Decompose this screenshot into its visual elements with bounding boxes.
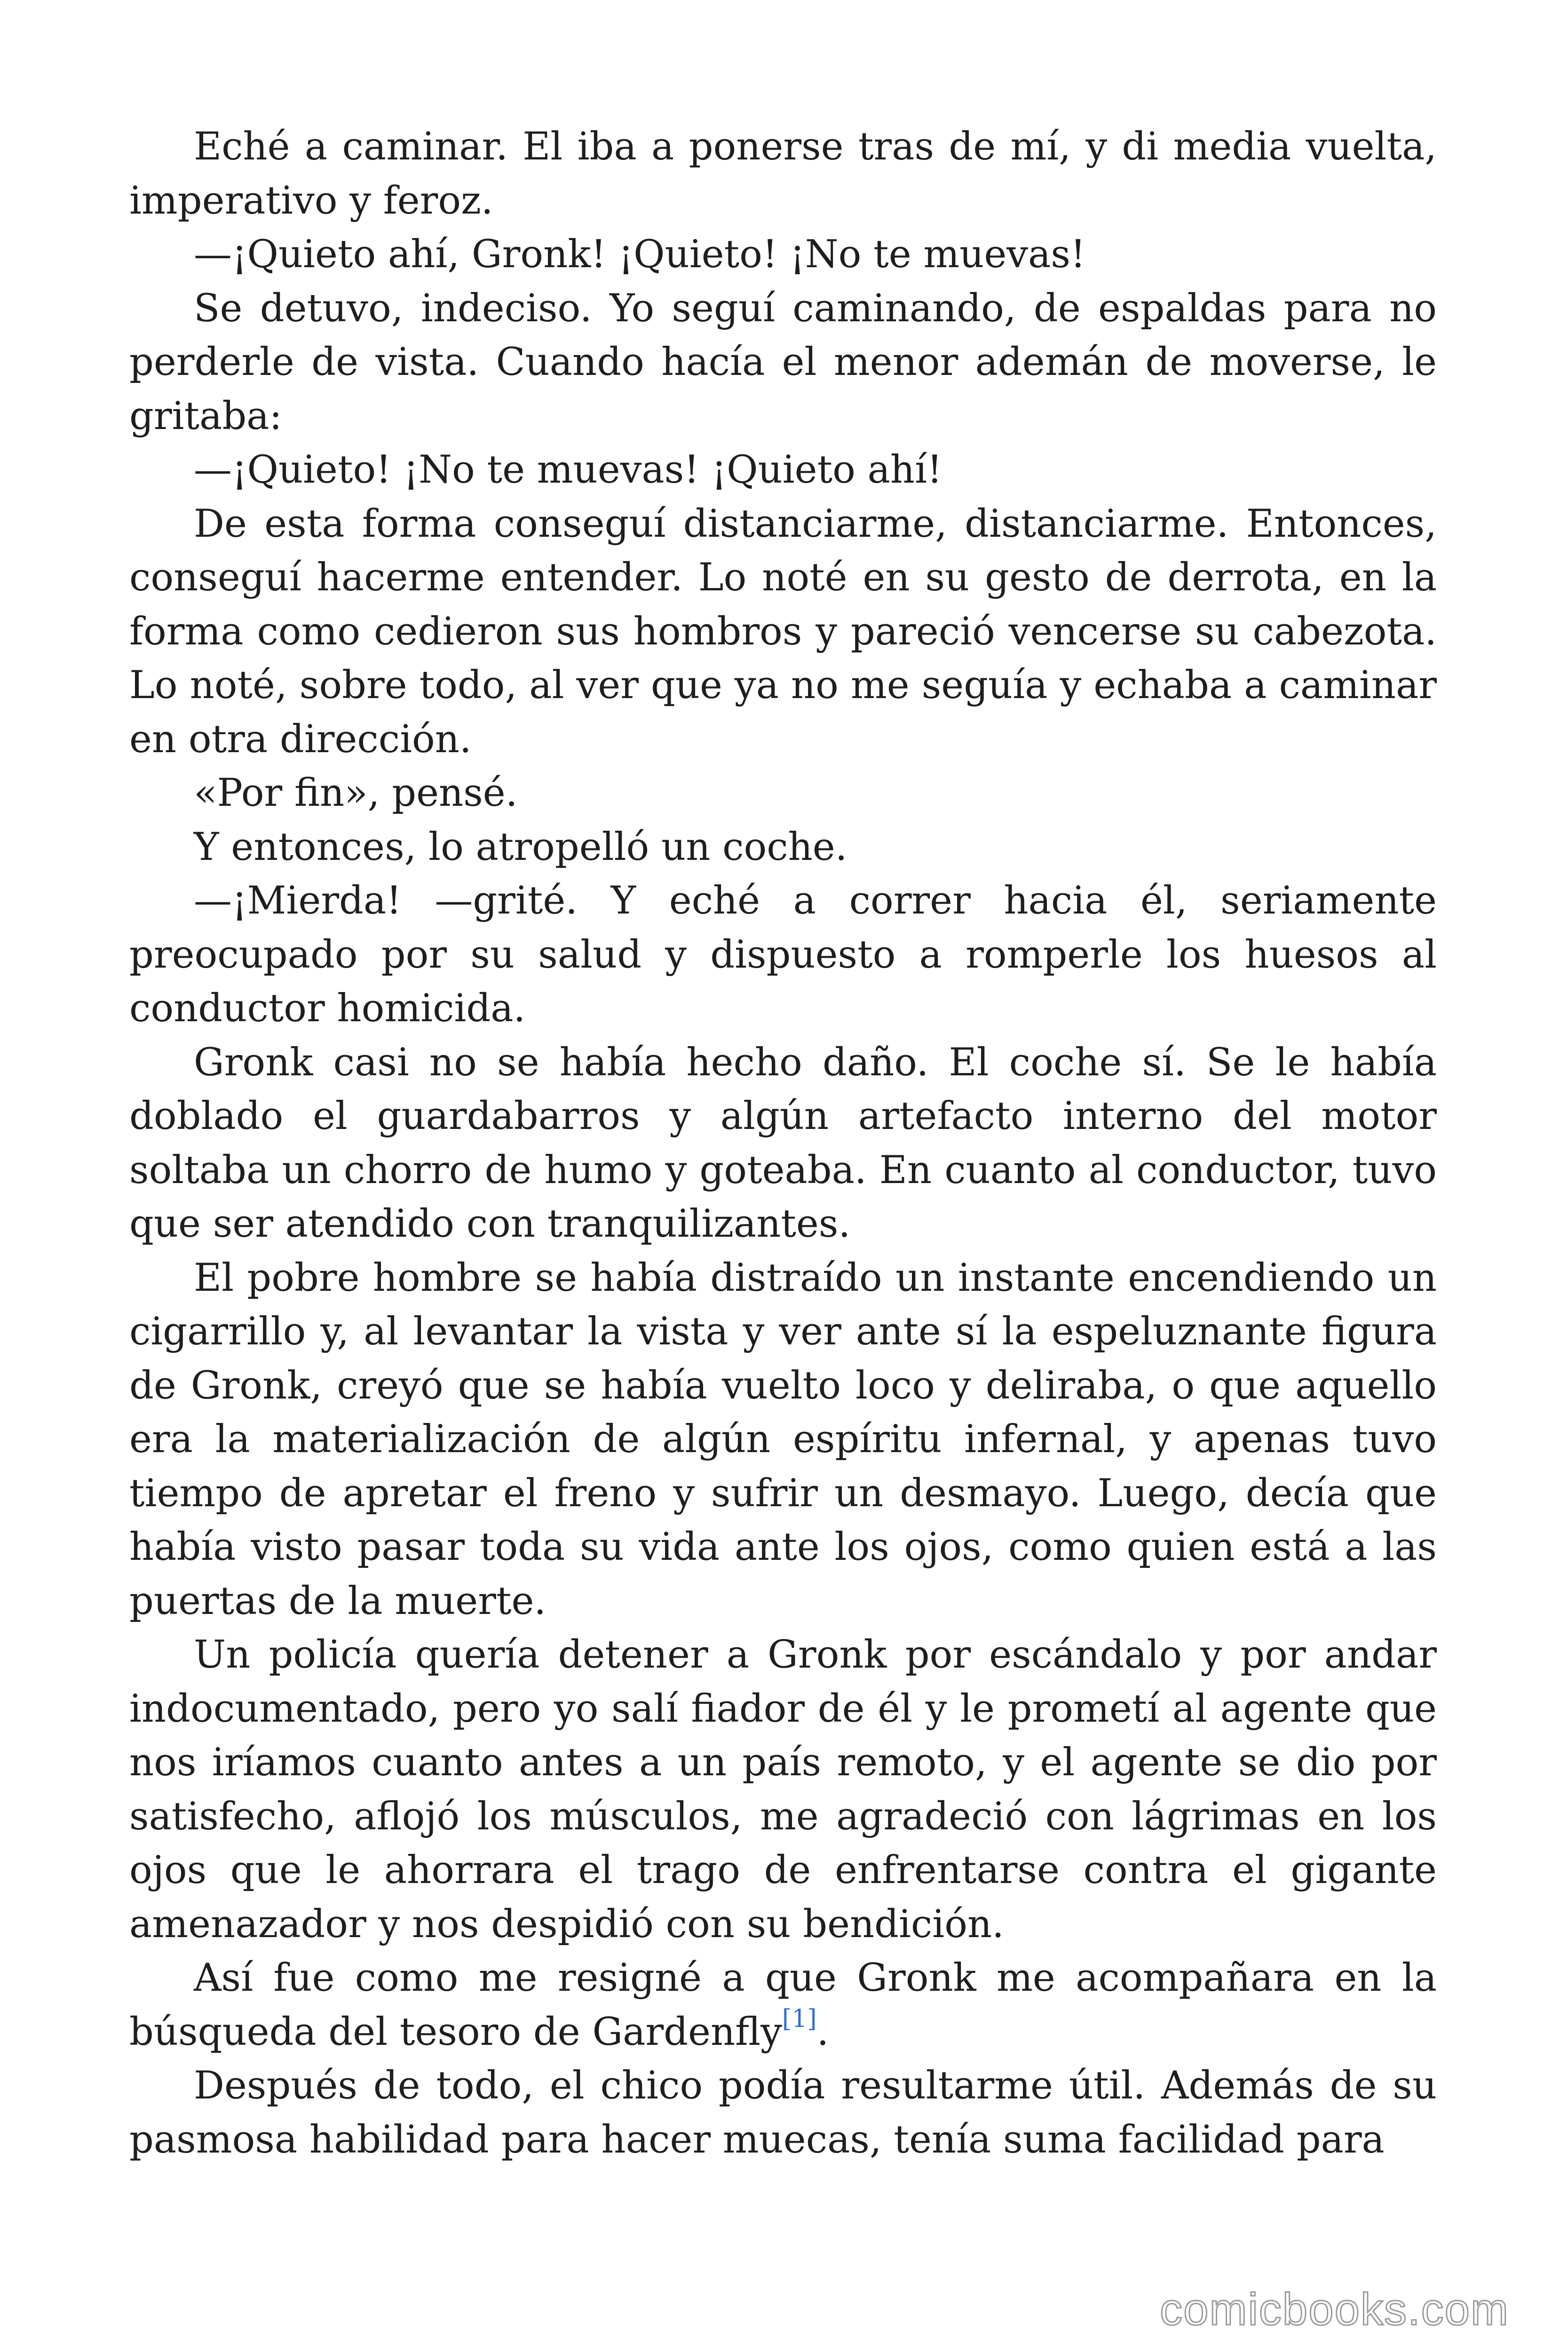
paragraph-11: Un policía quería detener a Gronk por escándalo y por andar indocumentado, pero yo salí fiador de él y le prometí al agente que nos iríamos cuanto antes a un país remoto, y el agente se dio por satisfecho, aflojó los músculos, me agradeció con lágrimas en los ojos que le ahorrara el trago de enfrentarse contra el gigante amenazador y nos despidió con su bendición. — [129, 1633, 1437, 1947]
paragraph-9: Gronk casi no se había hecho daño. El coche sí. Se le había doblado el guardabarros y algún artefacto interno del motor soltaba un chorro de humo y goteaba. En cuanto al conductor, tuvo que ser atendido con tranquilizantes. — [129, 1040, 1437, 1246]
footnote-reference-link[interactable]: [1] — [782, 2004, 817, 2033]
paragraph-8: —¡Mierda! —grité. Y eché a correr hacia él, seriamente preocupado por su salud y dispuesto a romperle los huesos al conductor homicida. — [129, 879, 1437, 1031]
page-text — [129, 120, 1437, 2167]
paragraph-7: Y entonces, lo atropelló un coche. — [194, 825, 847, 869]
paragraph-1: Eché a caminar. El iba a ponerse tras de mí, y di media vuelta, imperativo y feroz. — [129, 125, 1437, 223]
paragraph-2: —¡Quieto ahí, Gronk! ¡Quieto! ¡No te muevas! — [194, 232, 1086, 277]
watermark: comicbooks.com — [1160, 2284, 1509, 2335]
paragraph-12-end: . — [816, 2010, 829, 2054]
paragraph-6: «Por fin», pensé. — [194, 771, 518, 815]
paragraph-4: —¡Quieto! ¡No te muevas! ¡Quieto ahí! — [194, 448, 942, 492]
paragraph-12 — [129, 1951, 1437, 2059]
paragraph-12-text: Así fue como me resigné a que Gronk me acompañara en la búsqueda del tesoro de Gardenfly — [129, 1956, 1437, 2054]
paragraph-13: Después de todo, el chico podía resultarme útil. Además de su pasmosa habilidad para hacer muecas, tenía suma facilidad para — [129, 2064, 1437, 2162]
paragraph-10: El pobre hombre se había distraído un instante encendiendo un cigarrillo y, al levantar la vista y ver ante sí la espeluznante figura de Gronk, creyó que se había vuelto loco y deliraba, o que aquello era la materialización de algún espíritu infernal, y apenas tuvo tiempo de apretar el freno y sufrir un desmayo. Luego, decía que había visto pasar toda su vida ante los ojos, como quien está a las puertas de la muerte. — [129, 1255, 1437, 1623]
paragraph-3: Se detuvo, indeciso. Yo seguí caminando, de espaldas para no perderle de vista. Cuando hacía el menor ademán de moverse, le gritaba: — [129, 286, 1437, 438]
paragraph-5: De esta forma conseguí distanciarme, distanciarme. Entonces, conseguí hacerme entender. Lo noté en su gesto de derrota, en la forma como cedieron sus hombros y pareció vencerse su cabezota. Lo noté, sobre todo, al ver que ya no me seguía y echaba a caminar en otra dirección. — [129, 501, 1437, 762]
